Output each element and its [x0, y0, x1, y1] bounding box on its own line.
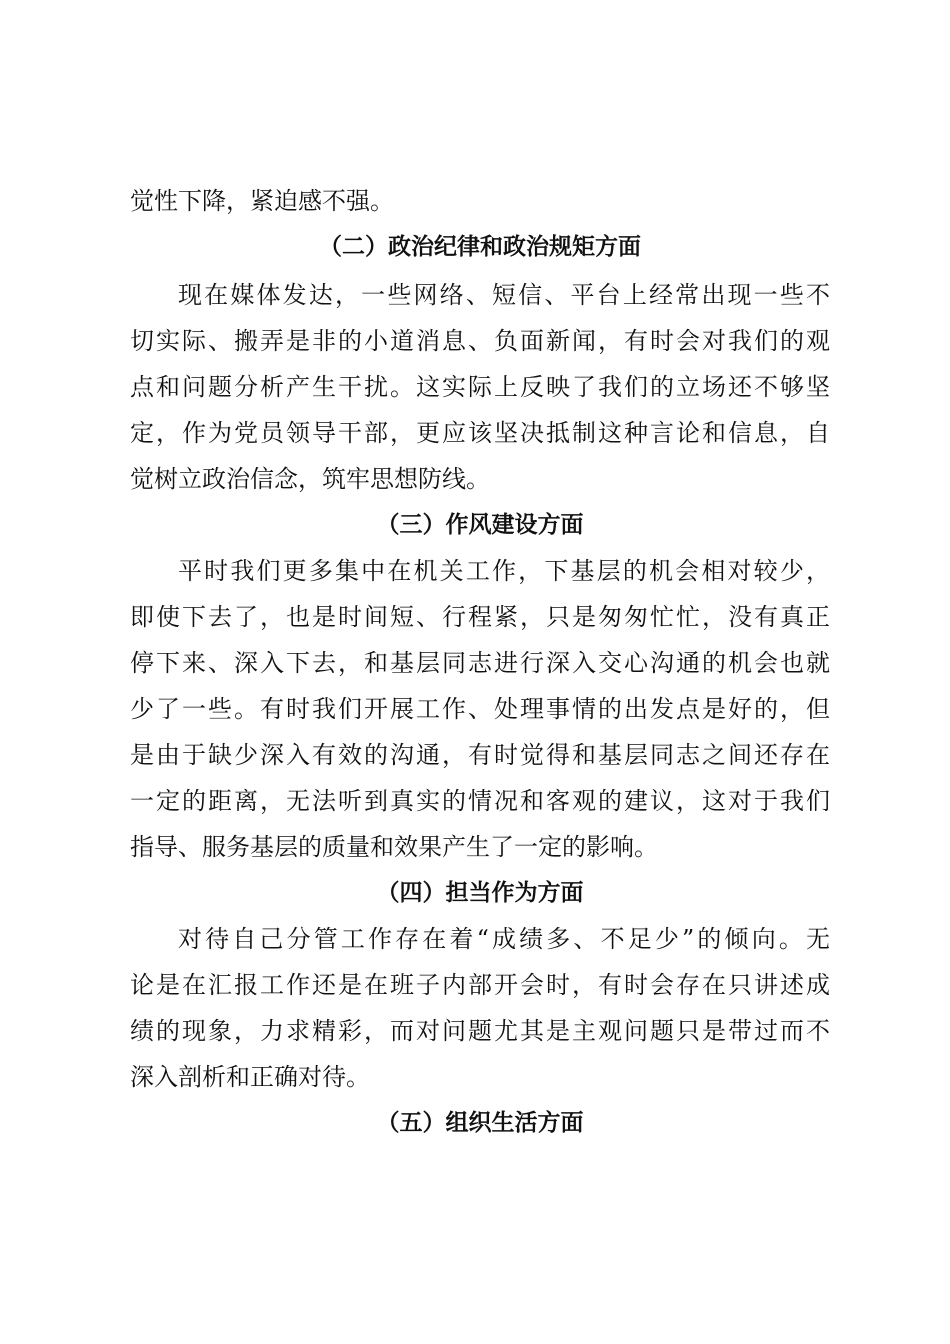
paragraph-line: 觉性下降，紧迫感不强。: [130, 187, 394, 215]
section-heading-2: （二）政治纪律和政治规矩方面: [319, 233, 641, 260]
paragraph-line: 少了一些。有时我们开展工作、处理事情的出发点是好的，但: [130, 695, 830, 723]
paragraph-line: 觉树立政治信念，筑牢思想防线。: [130, 465, 490, 493]
paragraph-line: 指导、服务基层的质量和效果产生了一定的影响。: [130, 833, 658, 861]
paragraph-line: 论是在汇报工作还是在班子内部开会时，有时会存在只讲述成: [130, 971, 830, 999]
paragraph-line: 切实际、搬弄是非的小道消息、负面新闻，有时会对我们的观: [130, 327, 830, 355]
paragraph-line: 定，作为党员领导干部，更应该坚决抵制这种言论和信息，自: [130, 419, 830, 447]
section-heading-3: （三）作风建设方面: [376, 511, 584, 538]
paragraph-line: 是由于缺少深入有效的沟通，有时觉得和基层同志之间还存在: [130, 741, 830, 769]
paragraph-line: 一定的距离，无法听到真实的情况和客观的建议，这对于我们: [130, 787, 830, 815]
section-heading-4: （四）担当作为方面: [376, 879, 584, 906]
paragraph-line: 深入剖析和正确对待。: [130, 1063, 370, 1091]
paragraph-line: 即使下去了，也是时间短、行程紧，只是匆匆忙忙，没有真正: [130, 603, 830, 631]
paragraph-line: 平时我们更多集中在机关工作，下基层的机会相对较少，: [178, 557, 830, 585]
paragraph-line: 停下来、深入下去，和基层同志进行深入交心沟通的机会也就: [130, 649, 830, 677]
paragraph-line: 现在媒体发达，一些网络、短信、平台上经常出现一些不: [178, 281, 830, 309]
paragraph-line: 点和问题分析产生干扰。这实际上反映了我们的立场还不够坚: [130, 373, 830, 401]
paragraph-line: 绩的现象，力求精彩，而对问题尤其是主观问题只是带过而不: [130, 1017, 830, 1045]
paragraph-line: 对待自己分管工作存在着“成绩多、不足少”的倾向。无: [178, 925, 830, 953]
section-heading-5: （五）组织生活方面: [376, 1109, 584, 1136]
